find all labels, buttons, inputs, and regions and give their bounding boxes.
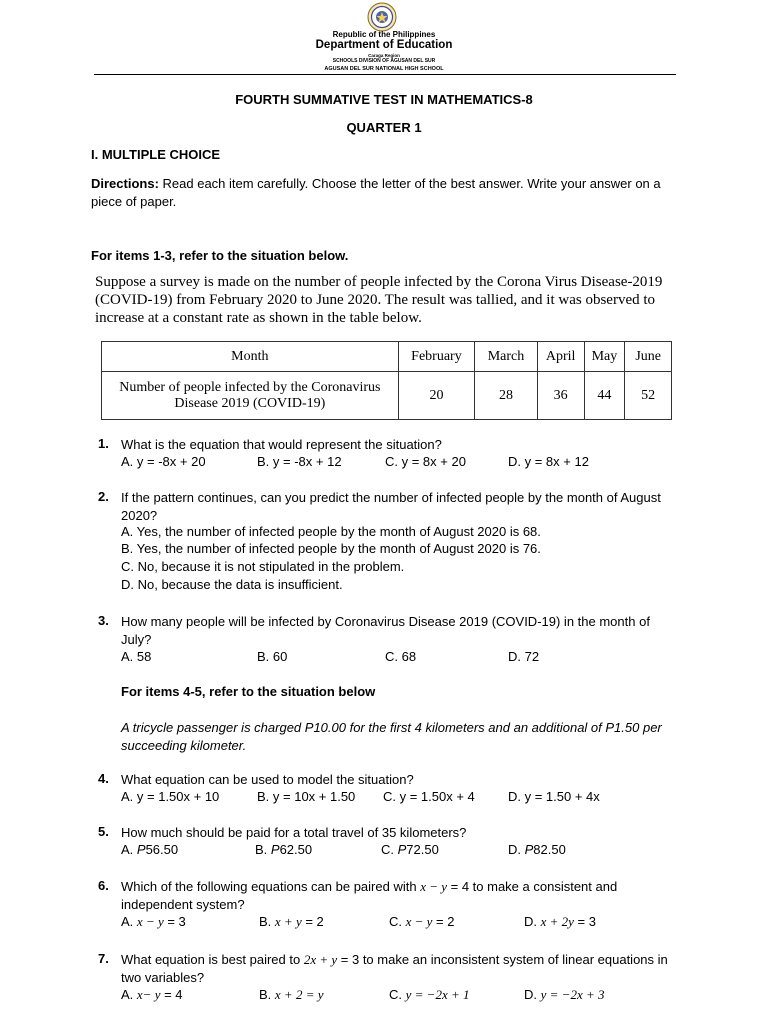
table-month: June	[625, 342, 672, 372]
choice: B. x + y = 2	[259, 914, 324, 929]
situation1-heading: For items 1-3, refer to the situation below.	[91, 248, 349, 263]
choice: C. x − y = 2	[389, 914, 455, 929]
table-row	[102, 342, 672, 372]
choice: D. 72	[508, 649, 540, 664]
question-number: 4.	[98, 771, 109, 786]
choice: C. No, because it is not stipulated in the problem.	[121, 559, 405, 574]
section-heading: I. MULTIPLE CHOICE	[91, 147, 221, 162]
choice: A. 58	[121, 649, 152, 664]
choice: B. x + 2 = y	[259, 987, 324, 1002]
question-text: What equation is best paired to 2x + y = 3 to make an inconsistent system of linear equations in two variables?	[121, 952, 668, 985]
situation2-heading: For items 4-5, refer to the situation below	[121, 684, 376, 699]
question-number: 1.	[98, 436, 109, 451]
question-number: 6.	[98, 878, 109, 893]
table-value: 52	[625, 372, 672, 420]
choice: C. 68	[385, 649, 417, 664]
choice: A. y = -8x + 20	[121, 454, 206, 469]
question-number: 7.	[98, 951, 109, 966]
header-department: Department of Education	[315, 39, 453, 51]
choice: D. y = −2x + 3	[524, 987, 605, 1002]
choice: B. 60	[257, 649, 288, 664]
covid-table	[101, 341, 672, 420]
header-school: AGUSAN DEL SUR NATIONAL HIGH SCHOOL	[324, 66, 444, 72]
choice: A. x− y = 4	[121, 987, 183, 1002]
question-number: 2.	[98, 489, 109, 504]
directions-text: Read each item carefully. Choose the letter of the best answer. Write your answer on a piece of paper.	[91, 176, 661, 209]
choice: C. P72.50	[381, 842, 439, 857]
header-divider	[94, 74, 676, 75]
question-text: What equation can be used to model the situation?	[121, 772, 414, 787]
choice: D. P82.50	[508, 842, 566, 857]
choice: C. y = 8x + 20	[385, 454, 466, 469]
situation2-text: A tricycle passenger is charged P10.00 for the first 4 kilometers and an additional of P1.50 per succeeding kilometer.	[121, 720, 662, 753]
situation1-text: Suppose a survey is made on the number of people infected by the Corona Virus Disease-2019 (COVID-19) from February 2020 to June 2020. The result was tallied, and it was observed to increase at a constant rate as shown in the table below.	[95, 274, 663, 326]
header-region: Caraga Region	[368, 53, 400, 58]
choice: D. x + 2y = 3	[524, 914, 596, 929]
table-row-label: Number of people infected by the Coronavirus Disease 2019 (COVID-19)	[102, 372, 399, 420]
table-month: March	[475, 342, 538, 372]
directions-label: Directions:	[91, 176, 159, 191]
directions	[91, 175, 681, 210]
choice: B. Yes, the number of infected people by the month of August 2020 is 76.	[121, 541, 541, 556]
choice: A. x − y = 3	[121, 914, 186, 929]
header-division: SCHOOLS DIVISION OF AGUSAN DEL SUR	[332, 58, 436, 64]
choice: A. y = 1.50x + 10	[121, 789, 220, 804]
choice: B. P62.50	[255, 842, 313, 857]
table-value: 20	[398, 372, 475, 420]
choice: D. y = 1.50 + 4x	[508, 789, 600, 804]
table-header-label: Month	[102, 342, 399, 372]
choice: D. y = 8x + 12	[508, 454, 589, 469]
choice: D. No, because the data is insufficient.	[121, 577, 343, 592]
choice: A. Yes, the number of infected people by the month of August 2020 is 68.	[121, 524, 541, 539]
table-month: May	[584, 342, 625, 372]
question-number: 3.	[98, 613, 109, 628]
choice: C. y = 1.50x + 4	[383, 789, 475, 804]
question-text: If the pattern continues, can you predict the number of infected people by the month of August 2020?	[121, 490, 661, 523]
choice: A. P56.50	[121, 842, 179, 857]
table-value: 44	[584, 372, 625, 420]
table-row	[102, 372, 672, 420]
question-number: 5.	[98, 824, 109, 839]
choice: B. y = -8x + 12	[257, 454, 342, 469]
quarter-label: QUARTER 1	[346, 120, 422, 135]
table-month: April	[537, 342, 584, 372]
table-value: 28	[475, 372, 538, 420]
page-title: FOURTH SUMMATIVE TEST IN MATHEMATICS-8	[235, 92, 533, 107]
choice: C. y = −2x + 1	[389, 987, 470, 1002]
question-text: How many people will be infected by Coronavirus Disease 2019 (COVID-19) in the month of July?	[121, 614, 650, 647]
header-republic: Republic of the Philippines	[332, 30, 436, 39]
question-text: Which of the following equations can be paired with x − y = 4 to make a consistent and independent system?	[121, 879, 618, 912]
question-text: How much should be paid for a total travel of 35 kilometers?	[121, 825, 467, 840]
table-value: 36	[537, 372, 584, 420]
deped-seal-icon	[367, 2, 397, 32]
choice: B. y = 10x + 1.50	[257, 789, 356, 804]
table-month: February	[398, 342, 475, 372]
question-text: What is the equation that would represent the situation?	[121, 437, 442, 452]
